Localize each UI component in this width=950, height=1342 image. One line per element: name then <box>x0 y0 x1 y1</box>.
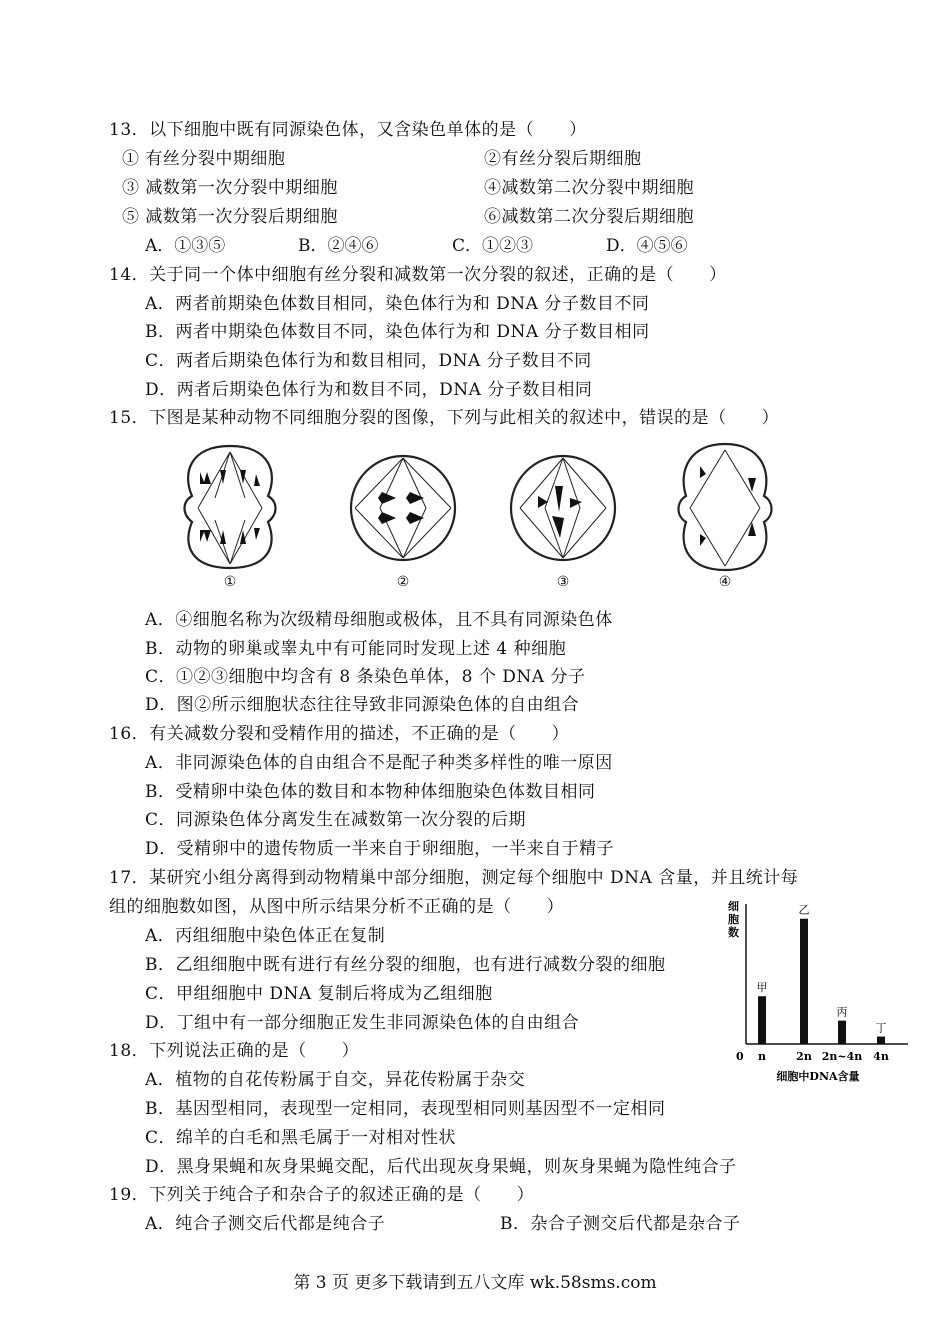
q18-option-d: D．黑身果蝇和灰身果蝇交配，后代出现灰身果蝇，则灰身果蝇为隐性纯合子 <box>145 1157 737 1177</box>
chart-y-label: 细胞数 <box>728 900 739 939</box>
chart-bar <box>758 996 766 1044</box>
figure-label-1: ① <box>223 574 237 588</box>
q13-item: ⑥减数第二次分裂后期细胞 <box>484 207 694 227</box>
q15-stem: 15．下图是某种动物不同细胞分裂的图像，下列与此相关的叙述中，错误的是（ ） <box>109 408 780 428</box>
q14-option-d: D．两者后期染色体行为和数目不同，DNA 分子数目相同 <box>145 380 593 400</box>
q17-option-b: B．乙组细胞中既有进行有丝分裂的细胞，也有进行减数分裂的细胞 <box>145 955 666 975</box>
q15-option-c: C．①②③细胞中均含有 8 条染色单体，8 个 DNA 分子 <box>145 667 586 687</box>
q16-stem: 16．有关减数分裂和受精作用的描述，不正确的是（ ） <box>109 724 570 744</box>
chart-tick-label: n <box>758 1050 766 1063</box>
q18-stem: 18．下列说法正确的是（ ） <box>109 1041 360 1061</box>
q16-option-a: A．非同源染色体的自由组合不是配子种类多样性的唯一原因 <box>145 753 613 773</box>
q19-stem: 19．下列关于纯合子和杂合子的叙述正确的是（ ） <box>109 1185 535 1205</box>
chart-x-label: 细胞中DNA含量 <box>776 1070 860 1083</box>
q14-option-c: C．两者后期染色体行为和数目相同，DNA 分子数目不同 <box>145 351 592 371</box>
figure-label-3: ③ <box>556 574 570 588</box>
q16-option-b: B．受精卵中染色体的数目和本物种体细胞染色体数目相同 <box>145 782 596 802</box>
q16-option-c: C．同源染色体分离发生在减数第一次分裂的后期 <box>145 810 527 830</box>
q15-option-a: A．④细胞名称为次级精母细胞或极体，且不具有同源染色体 <box>145 610 613 630</box>
q13-item: ① 有丝分裂中期细胞 <box>122 149 286 169</box>
q13-option-b: B．②④⑥ <box>298 236 379 256</box>
q17-stem: 17．某研究小组分离得到动物精巢中部分细胞，测定每个细胞中 DNA 含量，并且统计每 <box>109 868 799 888</box>
chart-tick-label: 2n <box>796 1050 812 1063</box>
chart-bar <box>800 919 808 1044</box>
figure-label-4: ④ <box>718 574 732 588</box>
q18-option-c: C．绵羊的白毛和黑毛属于一对相对性状 <box>145 1128 457 1148</box>
q19-option-a: A．纯合子测交后代都是纯合子 <box>145 1214 386 1234</box>
chart-tick-label: 2n~4n <box>821 1050 863 1063</box>
chart-tick-label: 4n <box>873 1050 889 1063</box>
chart-series-label: 丙 <box>836 1005 848 1019</box>
q13-option-a: A．①③⑤ <box>145 236 226 256</box>
chart-series-label: 丁 <box>875 1021 887 1035</box>
q14-stem: 14．关于同一个体中细胞有丝分裂和减数第一次分裂的叙述，正确的是（ ） <box>109 265 727 285</box>
chart-bar <box>877 1037 885 1044</box>
q13-stem: 13．以下细胞中既有同源染色体，又含染色单体的是（ ） <box>109 120 587 140</box>
cell-division-figure <box>170 438 790 588</box>
q15-option-b: B．动物的卵巢或睾丸中有可能同时发现上述 4 种细胞 <box>145 639 567 659</box>
q17-option-a: A．丙组细胞中染色体正在复制 <box>145 926 386 946</box>
q13-option-d: D．④⑤⑥ <box>606 236 688 256</box>
q13-item: ④减数第二次分裂中期细胞 <box>484 178 694 198</box>
chart-bar <box>838 1021 846 1044</box>
q13-option-c: C．①②③ <box>452 236 534 256</box>
q13-item: ③ 减数第一次分裂中期细胞 <box>122 178 338 198</box>
q13-item: ②有丝分裂后期细胞 <box>484 149 642 169</box>
q16-option-d: D．受精卵中的遗传物质一半来自于卵细胞，一半来自于精子 <box>145 839 615 859</box>
q13-item: ⑤ 减数第一次分裂后期细胞 <box>122 207 338 227</box>
q17-option-d: D．丁组中有一部分细胞正发生非同源染色体的自由组合 <box>145 1013 580 1033</box>
figure-label-2: ② <box>396 574 410 588</box>
q19-option-b: B．杂合子测交后代都是杂合子 <box>500 1214 741 1234</box>
q18-option-b: B．基因型相同，表现型一定相同，表现型相同则基因型不一定相同 <box>145 1099 666 1119</box>
chart-origin-label: 0 <box>736 1050 744 1063</box>
q18-option-a: A．植物的自花传粉属于自交，异花传粉属于杂交 <box>145 1070 526 1090</box>
q14-option-b: B．两者中期染色体数目不同，染色体行为和 DNA 分子数目相同 <box>145 322 650 342</box>
dna-content-chart <box>718 896 918 1086</box>
chart-series-label: 乙 <box>798 903 810 917</box>
q15-option-d: D．图②所示细胞状态往往导致非同源染色体的自由组合 <box>145 695 580 715</box>
chart-series-label: 甲 <box>756 981 768 995</box>
page-footer: 第 3 页 更多下载请到五八文库 wk.58sms.com <box>293 1273 657 1293</box>
q17-option-c: C．甲组细胞中 DNA 复制后将成为乙组细胞 <box>145 984 493 1004</box>
q17-stem-cont: 组的细胞数如图，从图中所示结果分析不正确的是（ ） <box>109 897 564 917</box>
q14-option-a: A．两者前期染色体数目相同，染色体行为和 DNA 分子数目不同 <box>145 294 650 314</box>
